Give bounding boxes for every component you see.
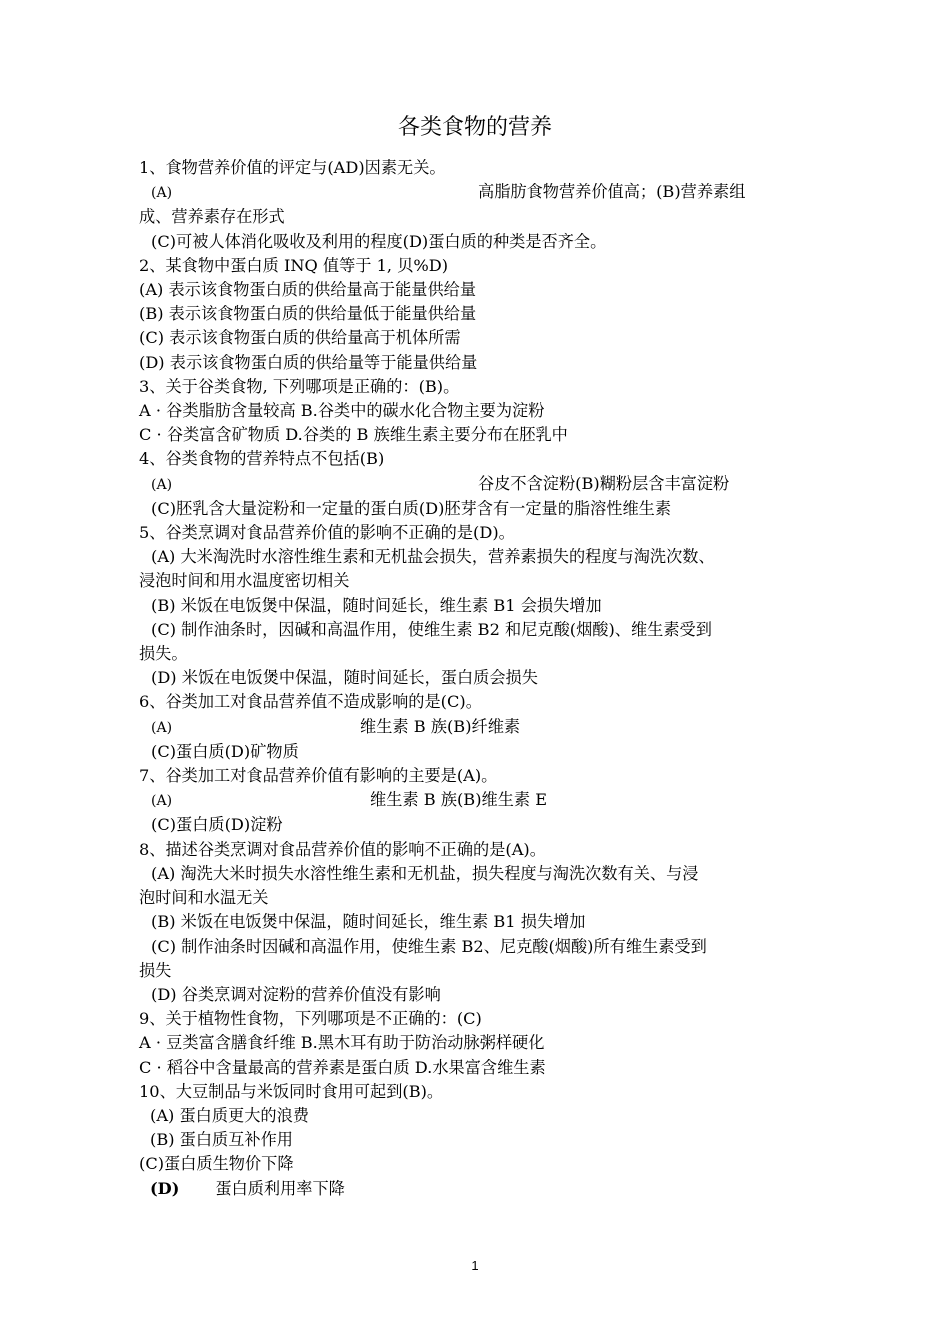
text-line: (A) 淘洗大米时损失水溶性维生素和无机盐，损失程度与淘洗次数有关、与浸 — [151, 863, 699, 883]
text-line: 损失 — [139, 960, 172, 980]
text-line: (C)可被人体消化吸收及利用的程度(D)蛋白质的种类是否齐全。 — [151, 231, 607, 251]
text-line: 泡时间和水温无关 — [139, 888, 269, 908]
question-9: 9、关于植物性食物，下列哪项是不正确的：(C) — [139, 1009, 482, 1029]
option-label: (A) — [151, 719, 173, 736]
question-6: 6、谷类加工对食品营养值不造成影响的是(C)。 — [139, 692, 482, 712]
question-5: 5、谷类烹调对食品营养价值的影响不正确的是(D)。 — [139, 523, 515, 543]
text-line: (C) 制作油条时因碱和高温作用，使维生素 B2、尼克酸(烟酸)所有维生素受到 — [151, 936, 707, 956]
option-text: 蛋白质利用率下降 — [215, 1178, 345, 1198]
option-line: (C)蛋白质生物价下降 — [139, 1154, 294, 1174]
option-line: (C) 表示该食物蛋白质的供给量高于机体所需 — [139, 328, 461, 348]
text-line: 浸泡时间和用水温度密切相关 — [139, 571, 350, 591]
question-1: 1、食物营养价值的评定与(AD)因素无关。 — [139, 158, 446, 177]
option-text: 维生素 B 族(B)维生素 E — [370, 790, 548, 810]
option-text: 高脂肪食物营养价值高；(B)营养素组 — [478, 182, 746, 202]
option-line: (A) 蛋白质更大的浪费 — [150, 1105, 309, 1125]
text-line: 成、营养素存在形式 — [139, 207, 285, 227]
document-title: 各类食物的营养 — [397, 115, 552, 140]
text-line: (A) 大米淘洗时水溶性维生素和无机盐会损失，营养素损失的程度与淘洗次数、 — [151, 547, 715, 567]
page-number: 1 — [471, 1258, 479, 1273]
option-label: (A) — [151, 476, 173, 493]
option-line: (B) 表示该食物蛋白质的供给量低于能量供给量 — [139, 304, 477, 324]
option-label: (A) — [151, 185, 173, 202]
text-line: (C)胚乳含大量淀粉和一定量的蛋白质(D)胚芽含有一定量的脂溶性维生素 — [151, 498, 672, 518]
text-line: (D) 谷类烹调对淀粉的营养价值没有影响 — [151, 984, 441, 1004]
document-body — [139, 156, 829, 1201]
question-6-options-line — [139, 715, 829, 740]
text-line: (D) 米饭在电饭煲中保温，随时间延长，蛋白质会损失 — [151, 668, 538, 688]
option-text: 维生素 B 族(B)纤维素 — [360, 716, 521, 736]
question-10: 10、大豆制品与米饭同时食用可起到(B)。 — [139, 1081, 444, 1101]
option-text: 谷皮不含淀粉(B)糊粉层含丰富淀粉 — [478, 473, 730, 493]
option-line: (B) 蛋白质互补作用 — [150, 1130, 293, 1150]
option-line: A · 豆类富含膳食纤维 B.黑木耳有助于防治动脉粥样硬化 — [139, 1033, 545, 1053]
option-line-d — [139, 1177, 829, 1201]
text-line: (C)蛋白质(D)矿物质 — [151, 741, 299, 761]
option-line: (D) 表示该食物蛋白质的供给量等于能量供给量 — [139, 352, 478, 372]
option-line: C · 稻谷中含量最高的营养素是蛋白质 D.水果富含维生素 — [139, 1057, 546, 1077]
option-line: A · 谷类脂肪含量较高 B.谷类中的碳水化合物主要为淀粉 — [139, 401, 545, 421]
question-1-options-line — [139, 180, 829, 205]
option-label: (A) — [151, 793, 173, 810]
option-line: (A) 表示该食物蛋白质的供给量高于能量供给量 — [139, 280, 477, 300]
text-line: 损失。 — [139, 644, 188, 664]
option-label: (D) — [150, 1178, 180, 1198]
question-4: 4、谷类食物的营养特点不包括(B) — [139, 449, 385, 469]
text-line: (C) 制作油条时，因碱和高温作用，使维生素 B2 和尼克酸(烟酸)、维生素受到 — [151, 619, 712, 639]
question-8: 8、描述谷类烹调对食品营养价值的影响不正确的是(A)。 — [139, 839, 546, 859]
question-2: 2、某食物中蛋白质 INQ 值等于 1, 贝%D) — [139, 255, 449, 275]
question-7-options-line — [139, 788, 829, 813]
question-7: 7、谷类加工对食品营养价值有影响的主要是(A)。 — [139, 766, 498, 786]
text-line: (B) 米饭在电饭煲中保温，随时间延长，维生素 B1 损失增加 — [151, 912, 586, 932]
question-4-options-line — [139, 472, 829, 497]
text-line: (B) 米饭在电饭煲中保温，随时间延长，维生素 B1 会损失增加 — [151, 595, 602, 615]
text-line: (C)蛋白质(D)淀粉 — [151, 815, 283, 835]
option-line: C · 谷类富含矿物质 D.谷类的 B 族维生素主要分布在胚乳中 — [139, 425, 568, 445]
question-3: 3、关于谷类食物, 下列哪项是正确的：(B)。 — [139, 376, 460, 396]
